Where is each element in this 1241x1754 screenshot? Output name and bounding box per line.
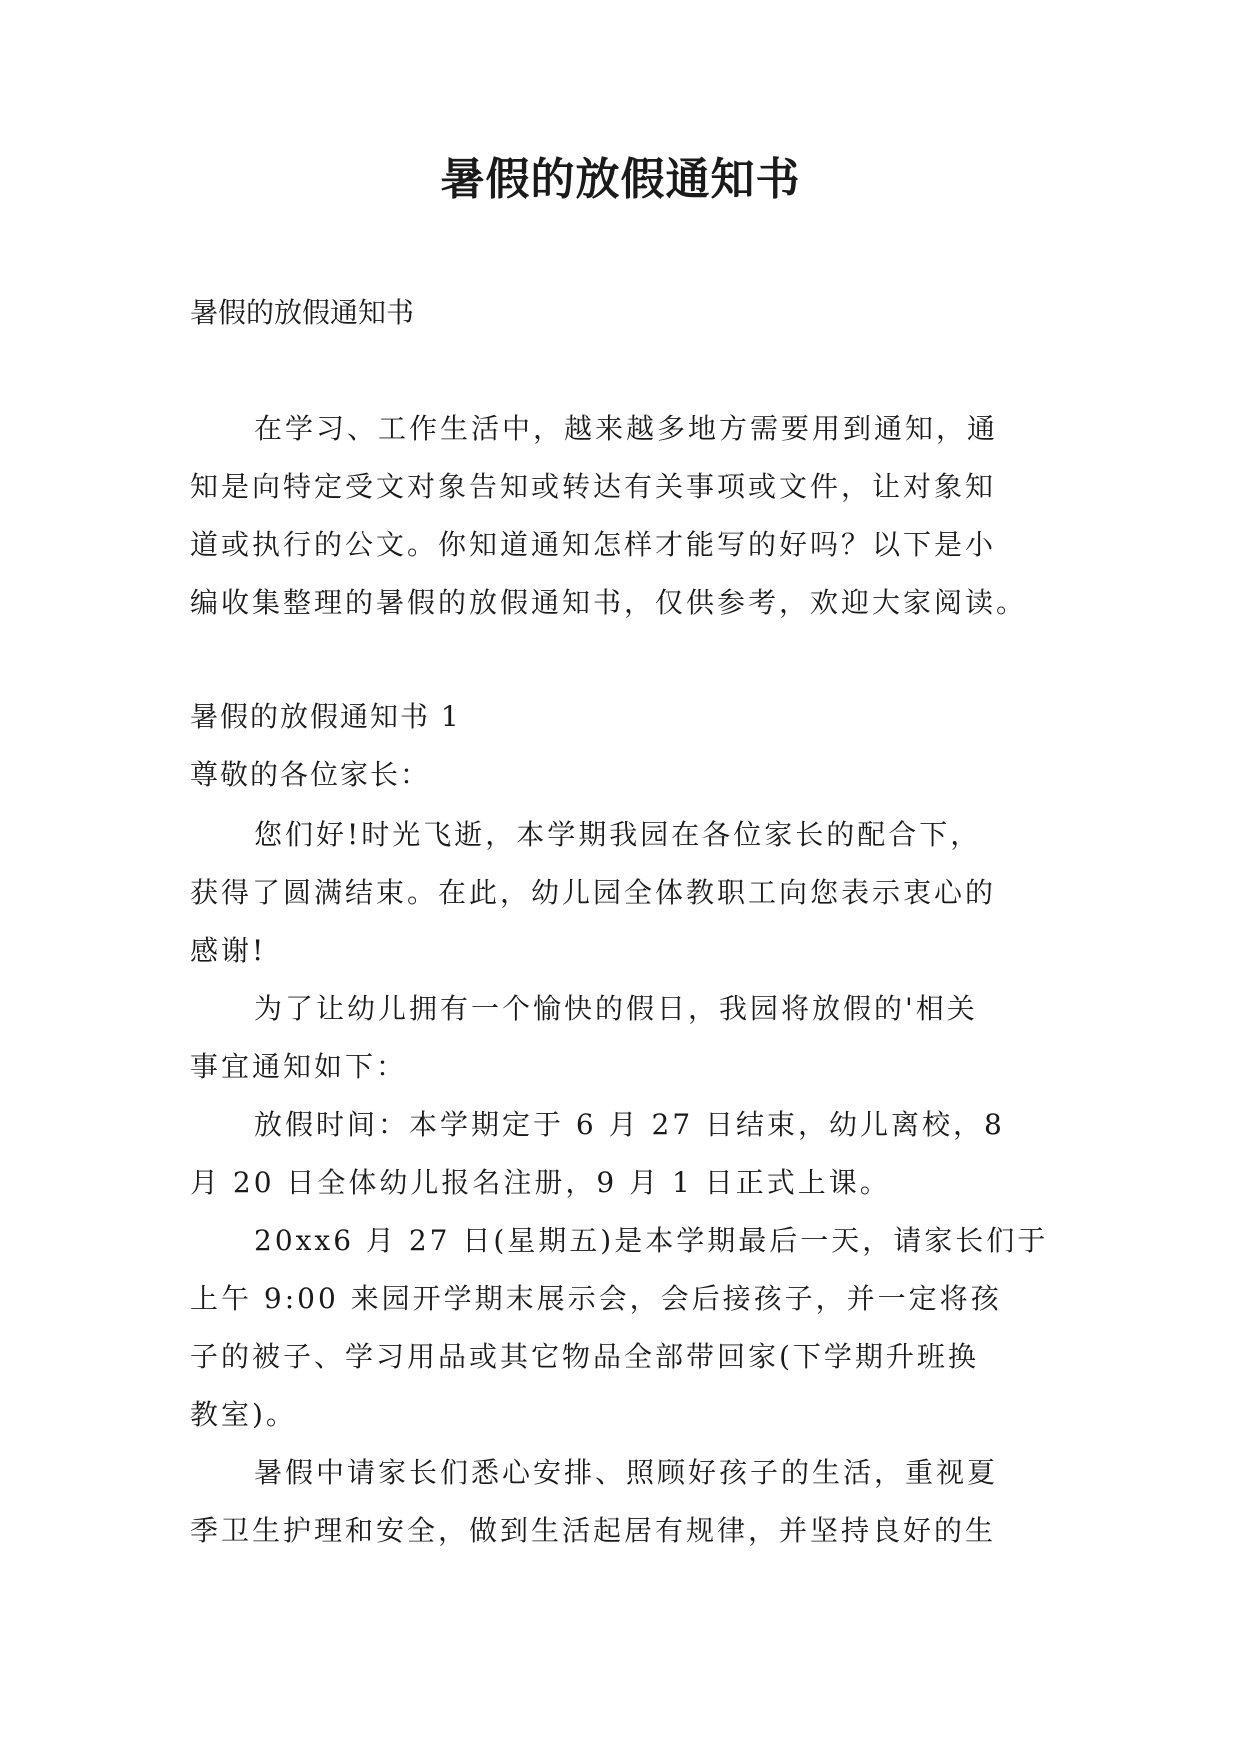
paragraph-line: 子的被子、学习用品或其它物品全部带回家(下学期升班换	[190, 1340, 979, 1373]
paragraph-line: 暑假中请家长们悉心安排、照顾好孩子的生活，重视夏	[254, 1456, 999, 1489]
intro-line: 道或执行的公文。你知道通知怎样才能写的好吗？以下是小	[190, 528, 997, 561]
section-heading: 暑假的放假通知书 1	[190, 700, 461, 733]
paragraph-last-day	[190, 1212, 1050, 1444]
paragraph-notice-intro	[190, 980, 1050, 1096]
paragraph-line: 您们好!时光飞逝，本学期我园在各位家长的配合下，	[254, 818, 982, 851]
paragraph-line: 季卫生护理和安全，做到生活起居有规律，并坚持良好的生	[190, 1514, 997, 1547]
document-subtitle: 暑假的放假通知书	[190, 296, 415, 329]
paragraph-line: 20xx6 月 27 日(星期五)是本学期最后一天，请家长们于	[254, 1224, 1049, 1257]
paragraph-line: 事宜通知如下：	[190, 1050, 408, 1083]
paragraph-holiday-time	[190, 1096, 1050, 1212]
paragraph-line: 感谢!	[190, 934, 267, 967]
intro-line: 在学习、工作生活中，越来越多地方需要用到通知，通	[254, 412, 999, 445]
salutation: 尊敬的各位家长：	[190, 758, 431, 791]
paragraph-greeting	[190, 806, 1050, 980]
paragraph-line: 获得了圆满结束。在此，幼儿园全体教职工向您表示衷心的	[190, 876, 997, 909]
paragraph-line: 月 20 日全体幼儿报名注册，9 月 1 日正式上课。	[190, 1166, 891, 1199]
paragraph-line: 放假时间：本学期定于 6 月 27 日结束，幼儿离校，8	[254, 1108, 1005, 1141]
intro-line: 知是向特定受文对象告知或转达有关事项或文件，让对象知	[190, 470, 997, 503]
paragraph-summer-care	[190, 1444, 1050, 1560]
paragraph-line: 上午 9:00 来园开学期末展示会，会后接孩子，并一定将孩	[190, 1282, 1002, 1315]
intro-paragraph	[190, 400, 1050, 632]
paragraph-line: 教室)。	[190, 1398, 297, 1431]
intro-line: 编收集整理的暑假的放假通知书，仅供参考，欢迎大家阅读。	[190, 586, 1028, 619]
paragraph-line: 为了让幼儿拥有一个愉快的假日，我园将放假的'相关	[254, 992, 978, 1025]
document-title: 暑假的放假通知书	[440, 154, 801, 205]
